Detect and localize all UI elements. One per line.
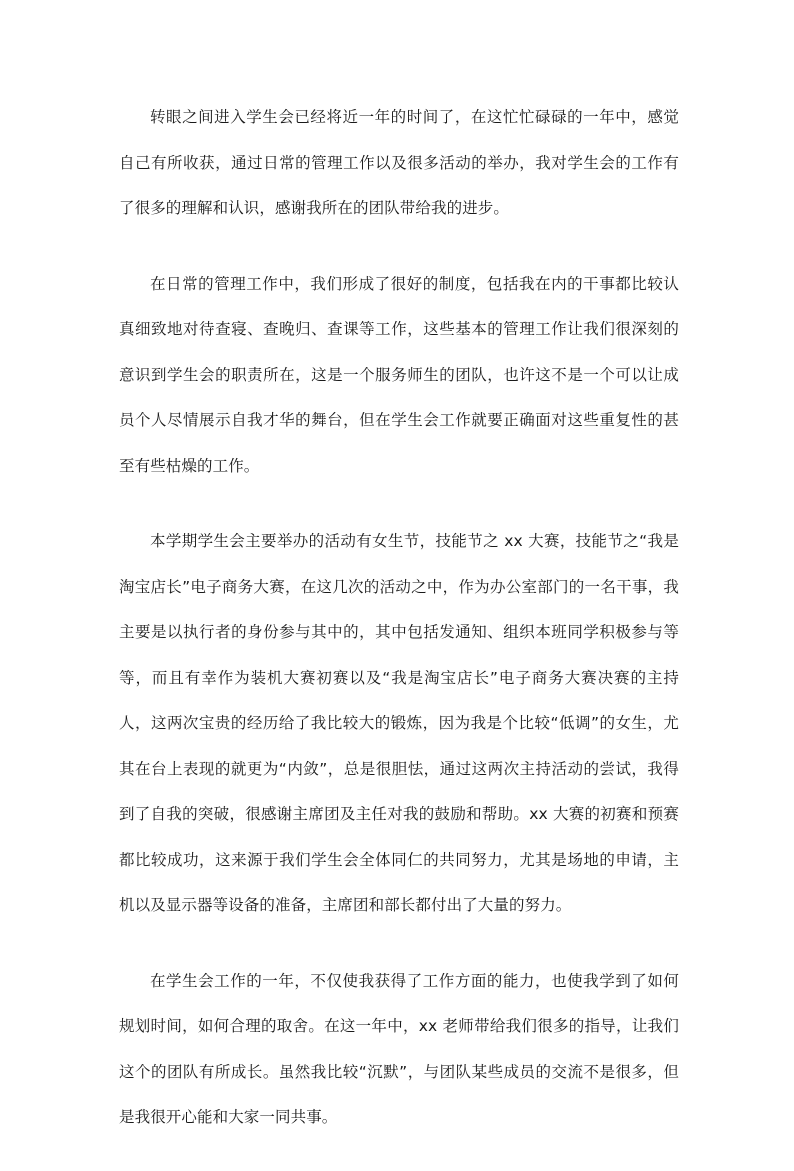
document-page	[119, 95, 679, 1171]
paragraph: 本学期学生会主要举办的活动有女生节，技能节之 xx 大赛，技能节之“我是淘宝店长”电子商务大赛，在这几次的活动之中，作为办公室部门的一名干事，我主要是以执行者的身份参与其中的，其中包括发通知、组织本班同学积极参与等等，而且有幸作为装机大赛初赛以及“我是淘宝店长”电子商务大赛决赛的主持人，这两次宝贵的经历给了我比较大的锻炼，因为我是个比较“低调”的女生，尤其在台上表现的就更为“内敛”，总是很胆怯，通过这两次主持活动的尝试，我得到了自我的突破，很感谢主席团及主任对我的鼓励和帮助。xx 大赛的初赛和预赛都比较成功，这来源于我们学生会全体同仁的共同努力，尤其是场地的申请，主机以及显示器等设备的准备，主席团和部长都付出了大量的努力。	[119, 532, 679, 914]
paragraph: 在学生会工作的一年，不仅使我获得了工作方面的能力，也使我学到了如何规划时间，如何合理的取舍。在这一年中，xx 老师带给我们很多的指导，让我们这个的团队有所成长。虽然我比较“沉默”，与团队某些成员的交流不是很多，但是我很开心能和大家一同共事。	[119, 971, 679, 1126]
paragraph: 在日常的管理工作中，我们形成了很好的制度，包括我在内的干事都比较认真细致地对待查寝、查晚归、查课等工作，这些基本的管理工作让我们很深刻的意识到学生会的职责所在，这是一个服务师生的团队，也许这不是一个可以让成员个人尽情展示自我才华的舞台，但在学生会工作就要正确面对这些重复性的甚至有些枯燥的工作。	[119, 274, 679, 475]
paragraph: 转眼之间进入学生会已经将近一年的时间了，在这忙忙碌碌的一年中，感觉自己有所收获，通过日常的管理工作以及很多活动的举办，我对学生会的工作有了很多的理解和认识，感谢我所在的团队带给我的进步。	[119, 108, 679, 217]
